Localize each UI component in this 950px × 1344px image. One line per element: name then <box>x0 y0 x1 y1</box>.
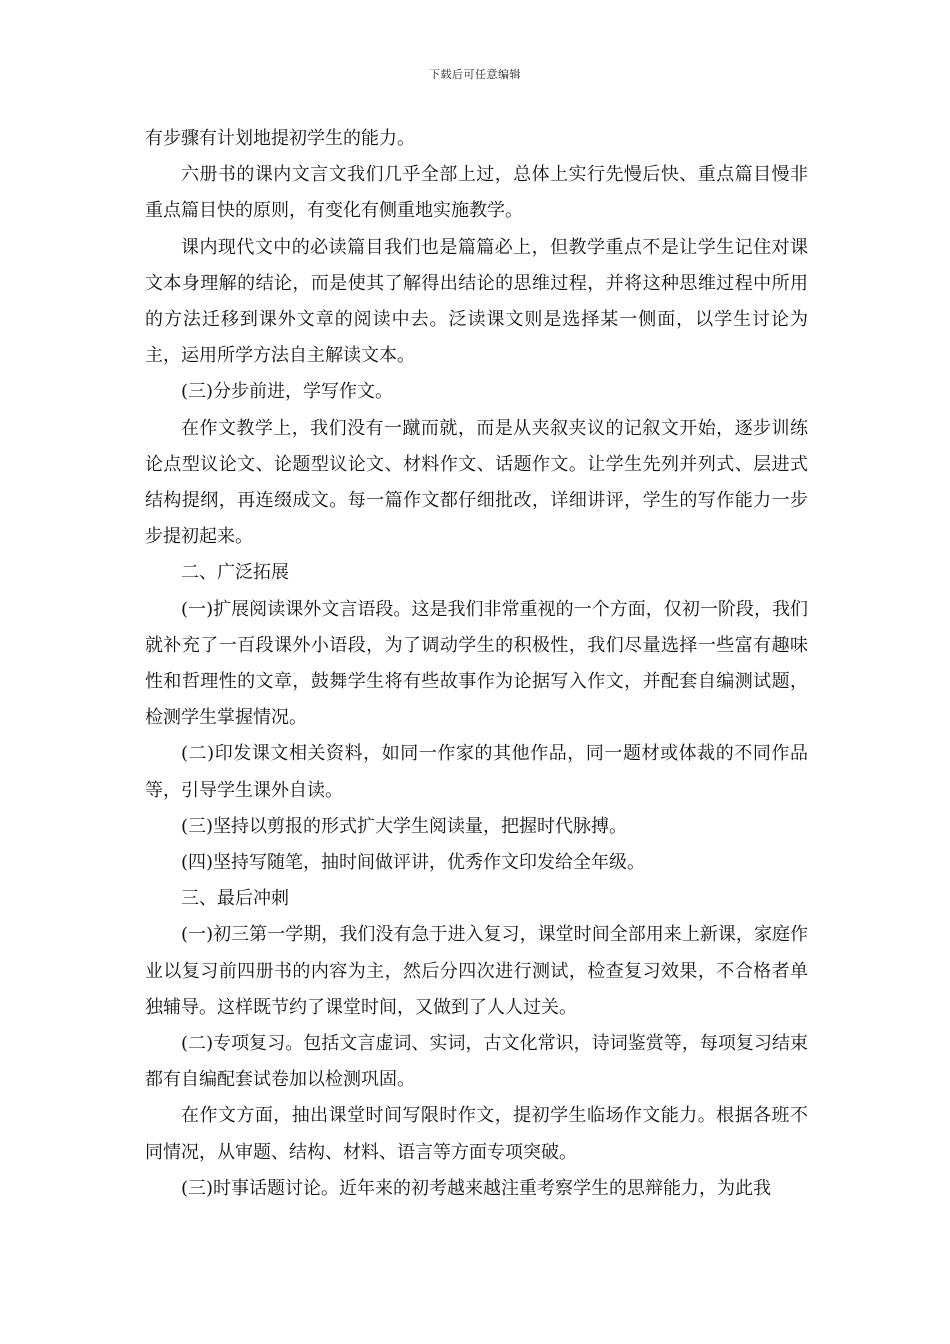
section-heading: 二、广泛拓展 <box>181 562 289 584</box>
page-header: 下载后可任意编辑 <box>429 68 521 81</box>
document-body <box>145 121 808 1207</box>
paragraph: (二)印发课文相关资料，如同一作家的其他作品，同一题材或体裁的不同作品等，引导学生课外自读。 <box>145 743 808 801</box>
paragraph: 课内现代文中的必读篇目我们也是篇篇必上，但教学重点不是让学生记住对课文本身理解的结论，而是使其了解得出结论的思维过程，并将这种思维过程中所用的方法迁移到课外文章的阅读中去。泛读课文则是选择某一侧面，以学生讨论为主，运用所学方法自主解读文本。 <box>145 236 808 367</box>
paragraph: (二)专项复习。包括文言虚词、实词，古文化常识，诗词鉴赏等，每项复习结束都有自编配套试卷加以检测巩固。 <box>145 1033 808 1091</box>
paragraph: 有步骤有计划地提初学生的能力。 <box>145 128 415 149</box>
paragraph: (三)坚持以剪报的形式扩大学生阅读量，把握时代脉搏。 <box>181 815 628 837</box>
paragraph: (一)初三第一学期，我们没有急于进入复习，课堂时间全部用来上新课，家庭作业以复习前四册书的内容为主，然后分四次进行测试，检查复习效果，不合格者单独辅导。这样既节约了课堂时间，又做到了人人过关。 <box>145 924 808 1018</box>
paragraph: (一)扩展阅读课外文言语段。这是我们非常重视的一个方面，仅初一阶段，我们就补充了一百段课外小语段，为了调动学生的积极性，我们尽量选择一些富有趣味性和哲理性的文章，鼓舞学生将有些故事作为论据写入作文，并配套自编测试题，检测学生掌握情况。 <box>145 598 808 729</box>
section-subheading: (三)分步前进，学写作文。 <box>181 381 394 403</box>
paragraph: 在作文教学上，我们没有一蹴而就，而是从夹叙夹议的记叙文开始，逐步训练论点型议论文、论题型议论文、材料作文、话题作文。让学生先列并列式、层进式结构提纲，再连缀成文。每一篇作文都仔细批改，详细讲评，学生的写作能力一步步提初起来。 <box>145 417 808 548</box>
paragraph: (四)坚持写随笔，抽时间做评讲，优秀作文印发给全年级。 <box>181 852 646 874</box>
paragraph: 在作文方面，抽出课堂时间写限时作文，提初学生临场作文能力。根据各班不同情况，从审题、结构、材料、语言等方面专项突破。 <box>145 1105 808 1163</box>
paragraph: 六册书的课内文言文我们几乎全部上过，总体上实行先慢后快、重点篇目慢非重点篇目快的原则，有变化有侧重地实施教学。 <box>145 164 808 222</box>
section-heading: 三、最后冲刺 <box>181 888 289 910</box>
paragraph: (三)时事话题讨论。近年来的初考越来越注重考察学生的思辩能力，为此我 <box>181 1177 772 1199</box>
